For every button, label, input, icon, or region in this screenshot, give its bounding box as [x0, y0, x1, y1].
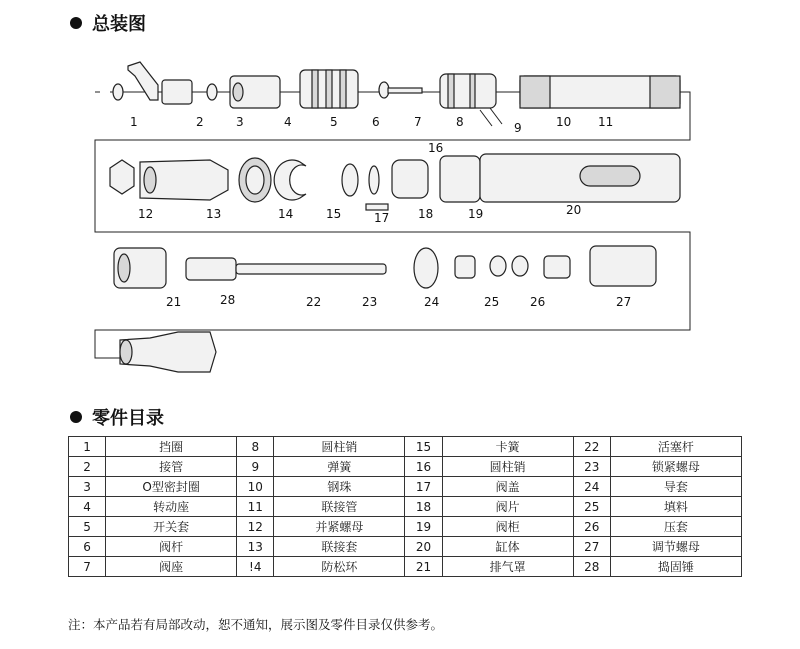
part-number: 9 [237, 457, 274, 477]
part-4-rotating-seat [230, 76, 280, 108]
part-number: 21 [405, 557, 442, 577]
part-22-piston-rod [186, 258, 386, 280]
part-name: 圆柱销 [442, 457, 573, 477]
part-name: 弹簧 [274, 457, 405, 477]
part-name: 捣固锤 [610, 557, 741, 577]
part-name: 填料 [610, 497, 741, 517]
part-name: 开关套 [106, 517, 237, 537]
callout-10: 10 [556, 115, 572, 129]
disclaimer-note: 注：本产品若有局部改动，恕不通知，展示图及零件目录仅供参考。 [68, 617, 444, 632]
callout-22: 22 [306, 295, 322, 309]
callout-26: 26 [530, 295, 546, 309]
part-6-valve-stem [379, 82, 422, 98]
part-number: 12 [237, 517, 274, 537]
callout-20: 20 [566, 203, 582, 217]
callout-17: 17 [374, 211, 390, 225]
part-name: 活塞杆 [610, 437, 741, 457]
callout-9: 9 [514, 121, 522, 135]
part-26-pressure-sleeve [544, 256, 570, 278]
part-25-packing [490, 256, 528, 276]
part-number: 15 [405, 437, 442, 457]
part-name: 并紧螺母 [274, 517, 405, 537]
callout-14: 14 [278, 207, 294, 221]
part-number: 10 [237, 477, 274, 497]
callout-16: 16 [428, 141, 444, 155]
parts-table [68, 436, 742, 577]
parts-list-heading [70, 404, 164, 430]
part-name: 锁紧螺母 [610, 457, 741, 477]
part-number: 5 [69, 517, 106, 537]
callout-21: 21 [166, 295, 182, 309]
callout-6: 6 [372, 115, 380, 129]
part-number: 20 [405, 537, 442, 557]
part-number: 27 [573, 537, 610, 557]
part-name: 调节螺母 [610, 537, 741, 557]
part-20-cylinder [480, 154, 680, 202]
part-number: 3 [69, 477, 106, 497]
part-number: 7 [69, 557, 106, 577]
bullet-icon [70, 411, 82, 423]
part-name: 联接管 [274, 497, 405, 517]
row-1-callouts [130, 115, 613, 135]
part-name: 联接套 [274, 537, 405, 557]
table-row [69, 457, 742, 477]
part-number: 23 [573, 457, 610, 477]
part-13-connecting-sleeve [140, 160, 228, 200]
part-12-lock-nut [110, 160, 134, 194]
callout-12: 12 [138, 207, 154, 221]
part-19-valve-box [440, 156, 480, 202]
row-3-callouts [166, 293, 631, 309]
row-1-guide-line [95, 92, 690, 358]
part-21-exhaust-hood [114, 248, 166, 288]
table-row [69, 537, 742, 557]
table-row [69, 437, 742, 457]
part-number: 11 [237, 497, 274, 517]
table-row [69, 477, 742, 497]
part-name: 阀片 [442, 497, 573, 517]
part-27-adjusting-nut [590, 246, 656, 286]
callout-1: 1 [130, 115, 138, 129]
part-11-connecting-pipe [520, 76, 680, 108]
part-number: 8 [237, 437, 274, 457]
parts-list-title: 零件目录 [92, 408, 164, 429]
callout-3: 3 [236, 115, 244, 129]
part-number: 18 [405, 497, 442, 517]
table-row [69, 497, 742, 517]
callout-15: 15 [326, 207, 342, 221]
callout-19: 19 [468, 207, 484, 221]
part-number: !4 [237, 557, 274, 577]
part-1-retaining-ring [113, 84, 123, 100]
part-number: 24 [573, 477, 610, 497]
part-name: O型密封圈 [106, 477, 237, 497]
part-number: 16 [405, 457, 442, 477]
callout-28: 28 [220, 293, 236, 307]
part-name: 接管 [106, 457, 237, 477]
part-5-switch-sleeve [300, 70, 358, 108]
part-3-o-ring [207, 84, 217, 100]
part-number: 6 [69, 537, 106, 557]
part-name: 圆柱销 [274, 437, 405, 457]
part-2-pipe [128, 62, 192, 104]
callout-25: 25 [484, 295, 500, 309]
part-name: 阀盖 [442, 477, 573, 497]
callout-2: 2 [196, 115, 204, 129]
part-16-17-18-valve-cover-and-plate [342, 160, 428, 210]
callout-27: 27 [616, 295, 632, 309]
part-name: 挡圈 [106, 437, 237, 457]
part-name: 阀座 [106, 557, 237, 577]
part-number: 26 [573, 517, 610, 537]
part-15-circlip [274, 160, 306, 200]
callout-23: 23 [362, 295, 378, 309]
part-14-locking-ring [239, 158, 271, 202]
part-name: 转动座 [106, 497, 237, 517]
part-name: 阀柜 [442, 517, 573, 537]
part-8-9-10-pin-spring-ball [480, 108, 502, 126]
table-row [69, 517, 742, 537]
part-number: 4 [69, 497, 106, 517]
part-number: 28 [573, 557, 610, 577]
part-7-valve-seat [440, 74, 496, 108]
part-number: 2 [69, 457, 106, 477]
assembly-title: 总装图 [92, 14, 146, 35]
part-number: 19 [405, 517, 442, 537]
callout-13: 13 [206, 207, 222, 221]
part-28-tamping-hammer [120, 332, 216, 372]
callout-7: 7 [414, 115, 422, 129]
part-name: 导套 [610, 477, 741, 497]
callout-8: 8 [456, 115, 464, 129]
part-number: 22 [573, 437, 610, 457]
part-name: 压套 [610, 517, 741, 537]
part-name: 阀杆 [106, 537, 237, 557]
part-number: 1 [69, 437, 106, 457]
part-number: 25 [573, 497, 610, 517]
part-23-lock-nut [414, 248, 438, 288]
callout-11: 11 [598, 115, 614, 129]
part-number: 17 [405, 477, 442, 497]
part-name: 排气罩 [442, 557, 573, 577]
callout-18: 18 [418, 207, 434, 221]
part-name: 缸体 [442, 537, 573, 557]
callout-4: 4 [284, 115, 292, 129]
part-number: 13 [237, 537, 274, 557]
part-name: 钢珠 [274, 477, 405, 497]
part-24-guide-sleeve [455, 256, 475, 278]
callout-5: 5 [330, 115, 338, 129]
table-row [69, 557, 742, 577]
part-name: 防松环 [274, 557, 405, 577]
callout-24: 24 [424, 295, 440, 309]
part-name: 卡簧 [442, 437, 573, 457]
